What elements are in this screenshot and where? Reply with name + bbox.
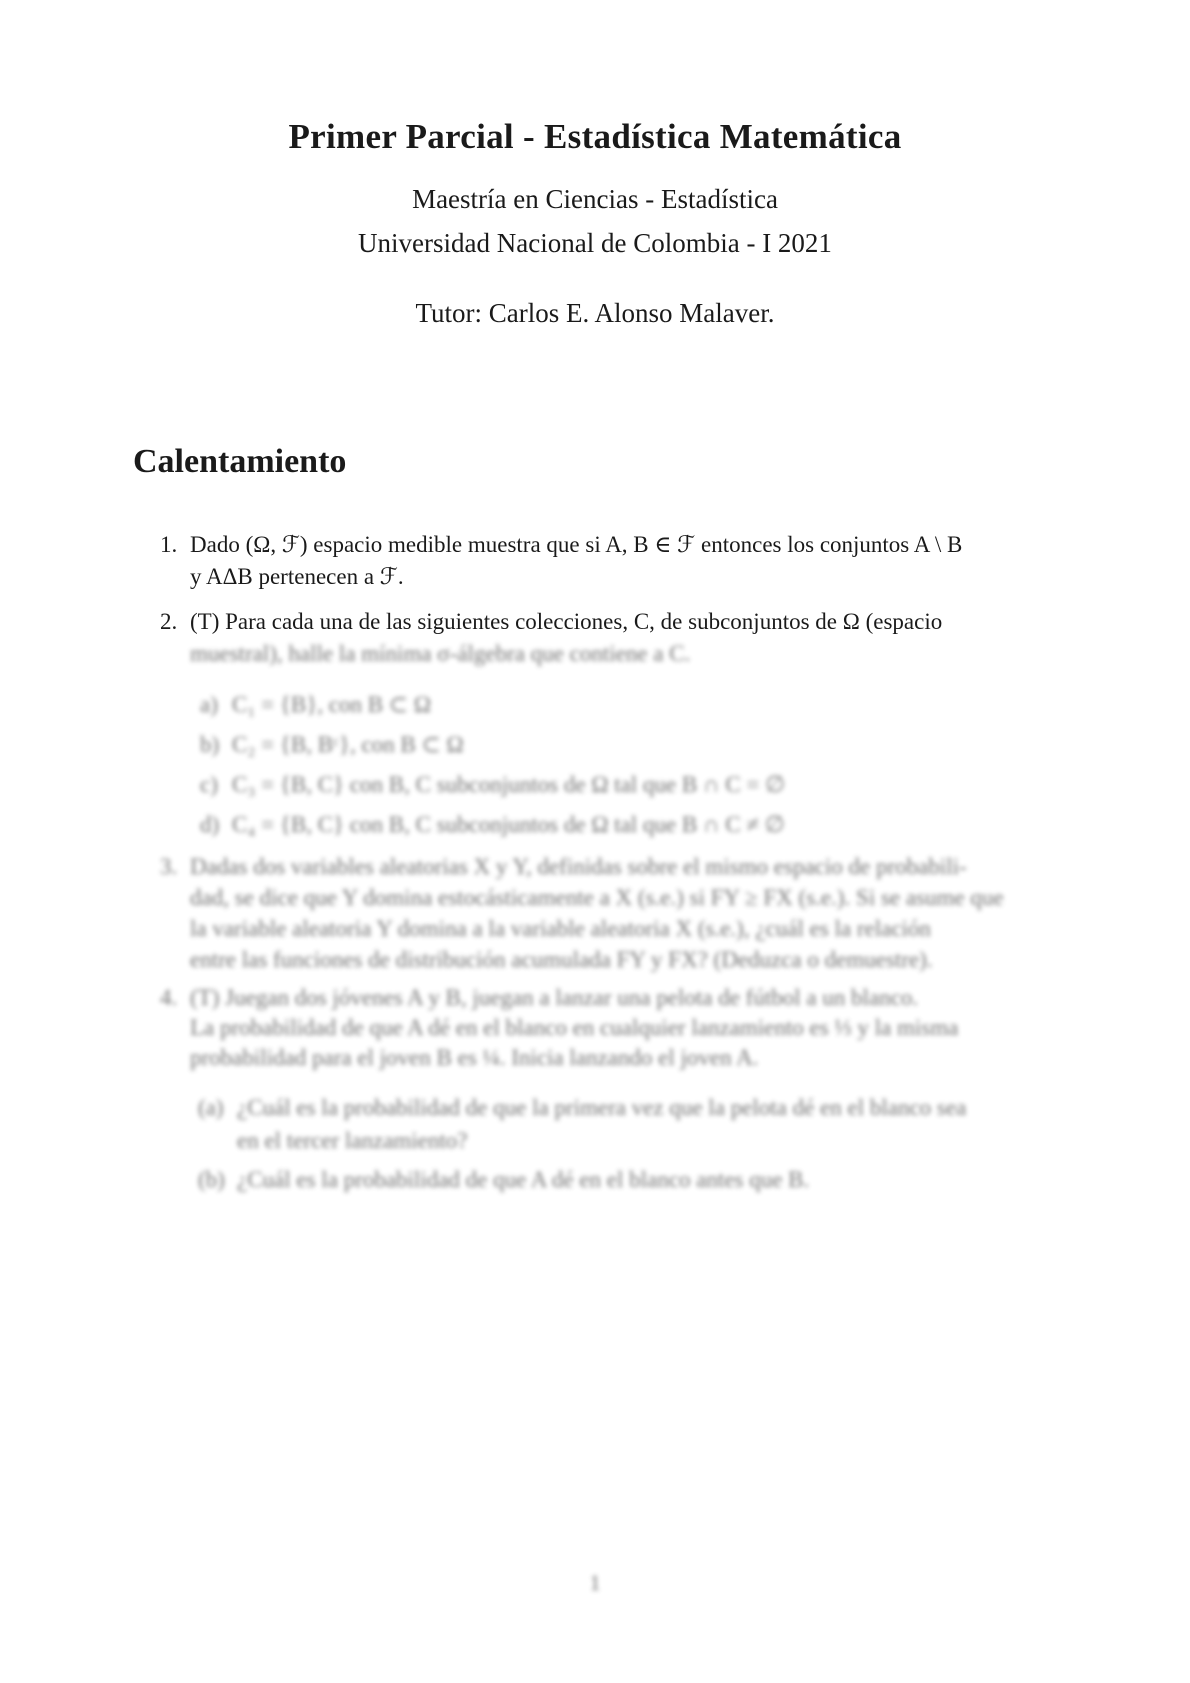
problem-1 (133, 529, 1063, 593)
option-a-text: C₁ = {B}, con B ⊂ Ω (232, 692, 431, 717)
option-d-text: C₄ = {B, C} con B, C subconjuntos de Ω tal que B ∩ C ≠ ∅ (232, 812, 785, 837)
problem-3 (133, 851, 1063, 975)
problem-2-line-2: muestral), halle la mínima σ-álgebra que contiene a C. (190, 641, 691, 666)
program-line: Maestría en Ciencias - Estadística (412, 184, 778, 214)
option-c (190, 769, 1063, 801)
problem-4-line-3: probabilidad para el joven B es ¼. Inicia lanzando el joven A. (190, 1045, 759, 1070)
option-b-text: C₂ = {B, Bᶜ}, con B ⊂ Ω (232, 732, 464, 757)
document-header (0, 0, 1190, 330)
problem-3-line-3: la variable aleatoria Y domina a la variable aleatoria X (s.e.), ¿cuál es la relación (190, 916, 931, 941)
problem-3-line-2: dad, se dice que Y domina estocásticamente a X (s.e.) si FY ≥ FX (s.e.). Si se asume que (190, 885, 1004, 910)
option-b (190, 729, 1063, 761)
option-a (190, 689, 1063, 721)
subitem-a-label: (a) (198, 1095, 224, 1120)
tutor-line: Tutor: Carlos E. Alonso Malaver. (415, 298, 775, 328)
option-b-label: b) (200, 732, 220, 757)
problem-4-number: 4. (160, 985, 178, 1010)
subitem-a-line-1: ¿Cuál es la probabilidad de que la primera vez que la pelota dé en el blanco sea (237, 1095, 967, 1120)
option-c-label: c) (200, 772, 218, 797)
problem-3-line-4: entre las funciones de distribución acumulada FY y FX? (Deduzca o demuestre). (190, 947, 933, 972)
problem-1-number: 1. (160, 532, 178, 557)
problem-3-line-1: Dadas dos variables aleatorias X y Y, definidas sobre el mismo espacio de probabili- (190, 854, 967, 879)
subitem-b-line-1: ¿Cuál es la probabilidad de que A dé en el blanco antes que B. (237, 1167, 810, 1192)
option-c-text: C₃ = {B, C} con B, C subconjuntos de Ω tal que B ∩ C = ∅ (232, 772, 786, 797)
subitem-a (190, 1091, 1063, 1157)
problem-4-line-2: La probabilidad de que A dé en el blanco en cualquier lanzamiento es ⅓ y la misma (190, 1015, 959, 1040)
problem-4 (133, 983, 1063, 1196)
option-d (190, 809, 1063, 841)
document-body (133, 441, 1063, 1196)
page-title: Primer Parcial - Estadística Matemática (288, 117, 902, 156)
option-d-label: d) (200, 812, 220, 837)
problem-4-subitems (190, 1091, 1063, 1196)
subitem-a-line-2: en el tercer lanzamiento? (237, 1128, 468, 1153)
page-number: 1 (589, 1570, 601, 1595)
section-heading: Calentamiento (133, 443, 347, 480)
problem-1-line-1: Dado (Ω, ℱ) espacio medible muestra que si A, B ∈ ℱ entonces los conjuntos A \ B (190, 532, 963, 557)
problem-4-line-1: (T) Juegan dos jóvenes A y B, juegan a lanzar una pelota de fútbol a un blanco. (190, 985, 919, 1010)
problem-2-options (190, 689, 1063, 841)
subitem-b-label: (b) (198, 1167, 225, 1192)
problem-2-line-1: (T) Para cada una de las siguientes colecciones, C, de subconjuntos de Ω (espacio (190, 609, 943, 634)
subitem-b (190, 1163, 1063, 1196)
problem-3-number: 3. (160, 854, 178, 879)
problem-2-number: 2. (160, 609, 178, 634)
option-a-label: a) (200, 692, 218, 717)
problem-2 (133, 606, 1063, 841)
problem-1-line-2: y AΔB pertenecen a ℱ. (190, 564, 404, 589)
university-line: Universidad Nacional de Colombia - I 2021 (358, 228, 832, 258)
